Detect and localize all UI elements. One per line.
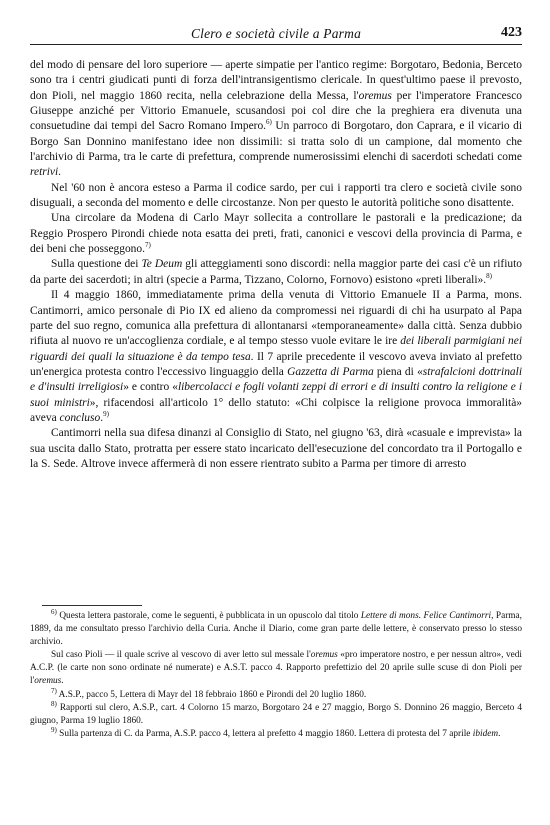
paragraph: Sulla questione dei Te Deum gli atteggiamenti sono discordi: nella maggior parte dei casi c'è un rifiuto da parte dei sacerdoti; in altri (specie a Parma, Tizzano, Colorno, Fornovo) esistono «preti liberali».$^{8)}$ bbox=[30, 258, 523, 286]
paragraph: del modo di pensare del loro superiore — aperte simpatie per l'antico regime: Borgotaro, Bedonia, Berceto sono tra i centri giudicati punti di forza dell'intransigentismo clericale. In quest'ultimo paese il prevosto, don Pioli, nel maggio 1860 recita, nella celebrazione della Messa, l'oremus per l'imperatore Francesco Giuseppe anziché per Vittorio Emanuele, scusandosi poi col dire che la preghiera era divenuta una consuetudine dai tempi del Sacro Romano Impero.$^{6)}$ Un parroco di Borgotaro, don Caprara, e il vicario di Borgo San Donnino manifestano idee non dissimili: si tratta solo di un campione, dal momento che l'archivio di Parma, tra le carte di prefettura, comprende numerosissimi elenchi di sacerdoti schedati come retrivi. bbox=[30, 59, 523, 179]
paragraph: Nel '60 non è ancora esteso a Parma il codice sardo, per cui i rapporti tra clero e società civile sono disuguali, a seconda del momento e delle circostanze. Non per questo le autorità politiche sono disattente. bbox=[30, 181, 522, 210]
running-title: Clero e società civile a Parma bbox=[190, 26, 362, 41]
page-number: 423 bbox=[501, 25, 522, 40]
footnotes bbox=[30, 607, 522, 741]
main-text bbox=[30, 58, 522, 472]
footnote: $^{8)}$ Rapporti sul clero, A.S.P., cart. 4 Colorno 15 marzo, Borgotaro 24 e 27 maggio, Borgo S. Donnino 26 maggio, Berceto 4 giugno, Parma 19 luglio 1860. bbox=[30, 699, 522, 726]
footnote-separator bbox=[42, 605, 142, 606]
footnote: Sul caso Pioli — il quale scrive al vescovo di aver letto sul messale l'oremus «pro imperatore nostro, e per nessun altro», vedi A.C.P. (le carte non sono ordinate né numerate) e A.S.T. pacco 4. Rapporto prefettizio del 20 aprile sulle scuse di don Pioli per l'oremus. bbox=[30, 650, 522, 687]
running-header bbox=[30, 24, 522, 45]
footnote: $^{9)}$ Sulla partenza di C. da Parma, A.S.P. pacco 4, lettera al prefetto 4 maggio 1860. Lettera di protesta del 7 aprile ibidem. bbox=[51, 725, 501, 739]
footnote: $^{7)}$ A.S.P., pacco 5, Lettera di Mayr del 18 febbraio 1860 e Pirondi del 20 luglio 1860. bbox=[51, 686, 367, 700]
paragraph: Cantimorri nella sua difesa dinanzi al Consiglio di Stato, nel giugno '63, dirà «casuale e imprevista» la sua uscita dallo Stato, protratta per essere stato incaricato dell'esecuzione del concordato tra il Portogallo e la S. Sede. Altrove invece affermerà di non essere rientrato subito a Parma per timore di arresto bbox=[30, 427, 522, 470]
footnote: $^{6)}$ Questa lettera pastorale, come le seguenti, è pubblicata in un opuscolo dal titolo Lettere di mons. Felice Cantimorri, Parma, 1889, da me consultato presso l'archivio della Curia. Anche il Diario, come gran parte delle lettere, è conservato presso lo stesso archivio. bbox=[30, 607, 522, 648]
paragraph: Il 4 maggio 1860, immediatamente prima della venuta di Vittorio Emanuele II a Parma, mons. Cantimorri, amico personale di Pio IX ed alieno da compromessi nei riguardi di chi ha usurpato al Papa parte del suo regno, comunica alla prefettura di allontanarsi «temporaneamente» dalla città. Senza dubbio rifiuta al nuovo re un'accoglienza cordiale, e al tempo stesso vuole evitare le ire dei liberali parmigiani nei riguardi dei quali la situazione è da tempo tesa. Il 7 aprile precedente il vescovo aveva inviato al prefetto un'energica protesta contro l'eccessivo linguaggio della Gazzetta di Parma piena di «strafalcioni dottrinali e d'insulti irreligiosi» e contro «libercolacci e fogli volanti zeppi di errori e di insulti contro la religione e i suoi ministri», rifacendosi all'articolo 1° dello statuto: «Chi colpisce la religione provoca immoralità» aveva concluso.$^{9)}$ bbox=[30, 289, 523, 424]
paragraph: Una circolare da Modena di Carlo Mayr sollecita a controllare le pastorali e la predicazione; da Reggio Prospero Pirondi chiede nota esatta dei preti, frati, canonici e vescovi della provincia di Parma, e dei beni che posseggono.$^{7)}$ bbox=[30, 212, 522, 256]
